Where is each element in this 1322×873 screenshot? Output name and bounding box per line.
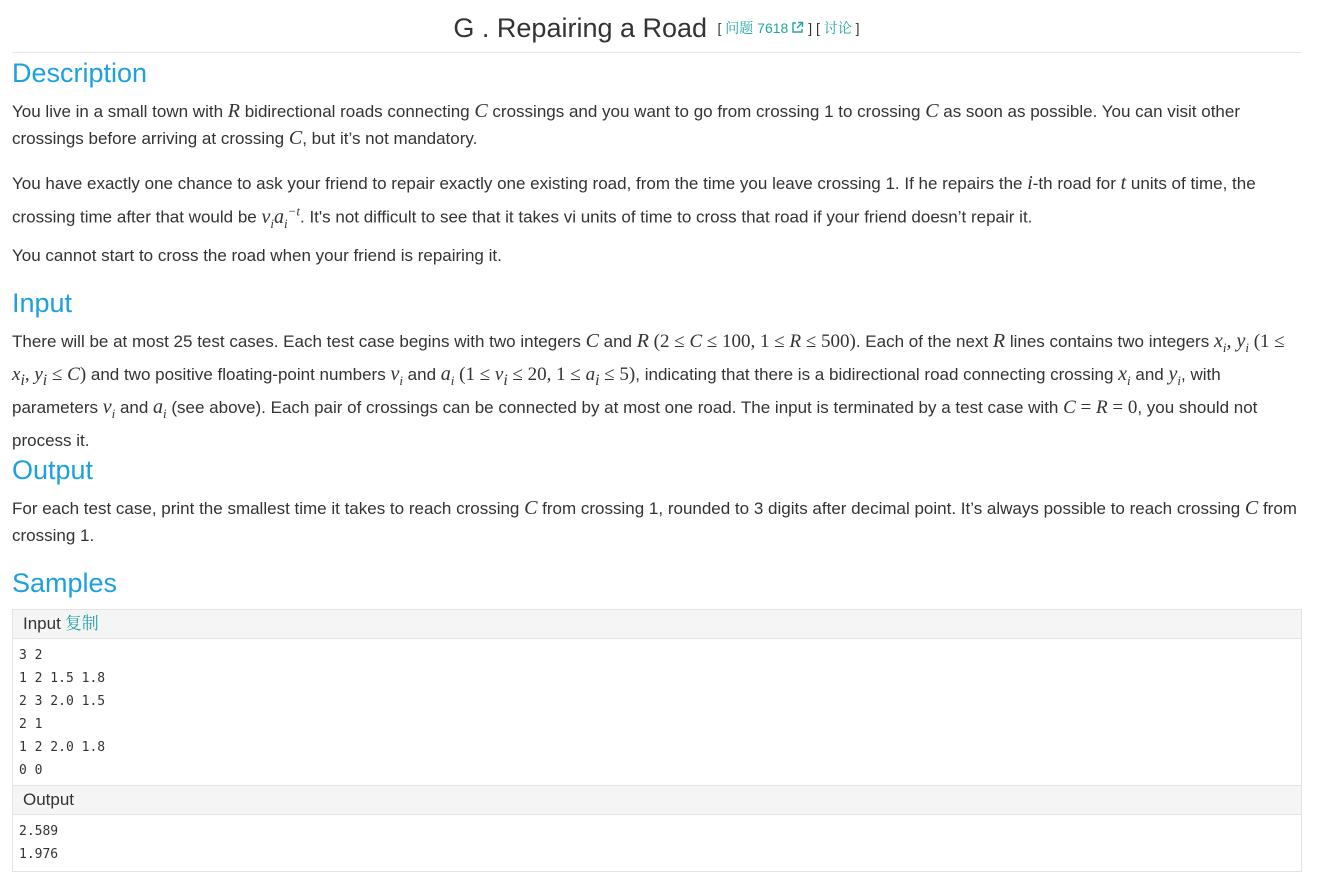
input-paragraph: There will be at most 25 test cases. Each test case begins with two integers C and R (2 ≤ C ≤ 100, 1 ≤ R ≤ 500). Each of the next R lines contains two integers $x_i$, $y_i$ ($1 \le x_i$, $y_i \le C$) and two positive floating-point numbers $v_i$ and $a_i$ ($1 \le v_i \le 20$, $1 \le a_i \le 5$), indicating that there is a bidirectional road connecting crossing $x_i$ and $y_i$, with parameters $v_i$ and $a_i$ (see above). Each pair of crossings can be connected by at most one road. The input is terminated by a test case with C = R = 0, you should not process it. [12,330,1285,450]
sample-input-header [13,610,1301,639]
input-heading: Input [12,288,73,318]
sample-input-box [12,609,1302,788]
problem-link-label: 问题 7618 [725,20,789,36]
sample-output-label: Output [23,790,75,809]
sample-output-header [13,786,1301,815]
code-line: 2.589 [19,824,59,839]
formula-v-a-power: $v_ia_i^{-t}$ [261,203,300,231]
copy-button[interactable]: 复制 [64,614,99,633]
description-paragraph-1: You live in a small town with R bidirectional roads connecting C crossings and you want to go from crossing 1 to crossing C as soon as possible. You can visit other crossings before arriving at crossing C, but it’s not mandatory. [12,100,1240,149]
sample-input-code [13,639,1301,787]
problem-link[interactable] [725,20,804,36]
code-line: 1 2 2.0 1.8 [19,740,106,755]
description-heading: Description [12,58,148,88]
sample-output-box [12,785,1302,872]
code-line: 3 2 [19,648,43,663]
output-heading: Output [12,455,94,485]
code-line: 1 2 1.5 1.8 [19,671,106,686]
description-paragraph-2: You have exactly one chance to ask your friend to repair exactly one existing road, from the time you leave crossing 1. If he repairs the i-th road for t units of time, the crossing time after that would be $v_ia_i^{-t}$. It's not difficult to see that it takes vi units of time to cross that road if your friend doesn’t repair it. [12,172,1256,231]
problem-title-text: Repairing a Road [496,13,708,43]
description-paragraph-3: You cannot start to cross the road when your friend is repairing it. [12,246,502,265]
code-line: 1.976 [19,847,59,862]
title-links: [ 问题 7618 ] [ 讨论 ] [717,20,860,36]
problem-title-bar [12,6,1301,53]
code-line: 2 3 2.0 1.5 [19,694,106,709]
problem-title [453,13,707,43]
problem-index: G . [453,13,497,43]
code-line: 0 0 [19,763,43,778]
sample-input-label: Input [23,614,61,633]
code-line: 2 1 [19,717,43,732]
sample-output-code [13,815,1301,871]
discuss-link[interactable]: 讨论 [823,20,852,36]
external-link-icon [791,21,804,34]
samples-heading: Samples [12,568,118,598]
output-paragraph: For each test case, print the smallest time it takes to reach crossing C from crossing 1, rounded to 3 digits after decimal point. It’s always possible to reach crossing C from crossing 1. [12,497,1297,545]
